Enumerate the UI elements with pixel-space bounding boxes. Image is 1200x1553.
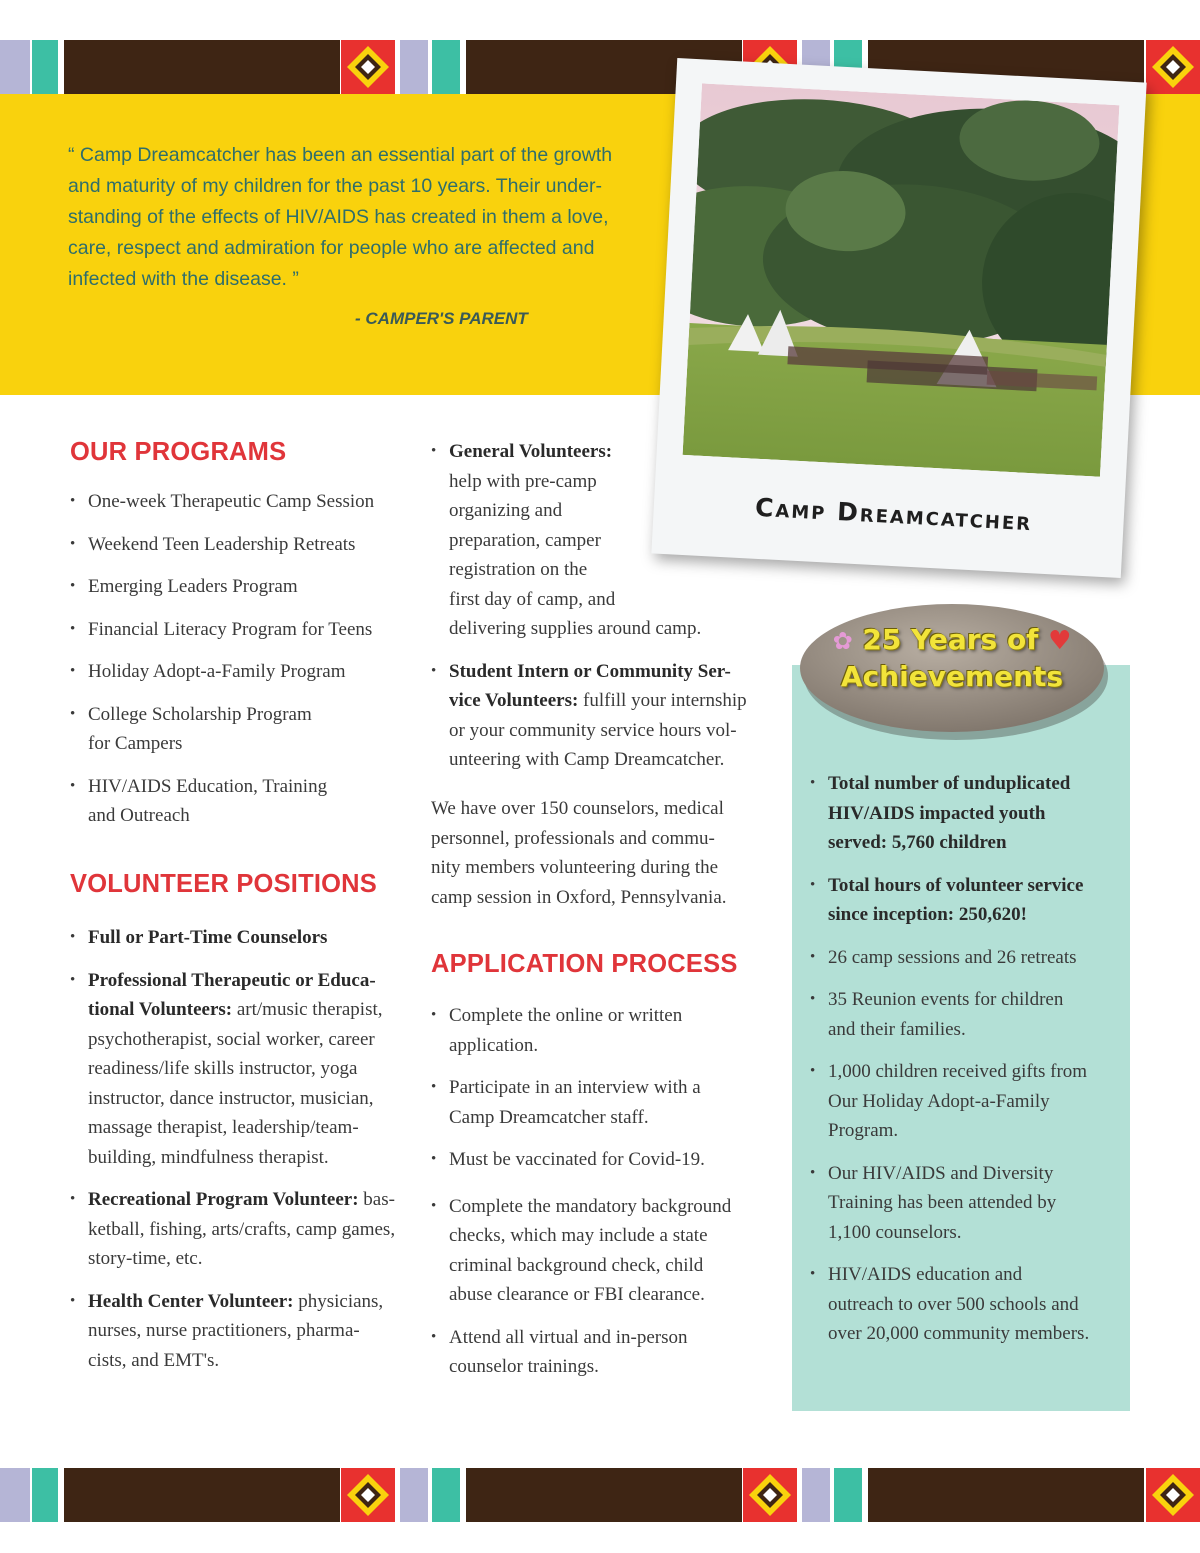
list-item: • Complete the online or written application. (431, 1001, 781, 1060)
diamond-motif-icon (1146, 1468, 1200, 1522)
list-item: • Total hours of volunteer service since inception: 250,620! (810, 871, 1120, 930)
list-item: • Our HIV/AIDS and Diversity Training has been attended by 1,100 counselors. (810, 1159, 1120, 1248)
teal-block (432, 1468, 460, 1522)
list-item: • Holiday Adopt-a-Family Program (70, 657, 410, 687)
list-item: • 35 Reunion events for children and their families. (810, 985, 1120, 1044)
diamond-motif-icon (1146, 40, 1200, 94)
quote-line: care, respect and admiration for people who are affected and (68, 237, 595, 259)
campsite-photo-icon (683, 83, 1120, 476)
list-item: • Full or Part-Time Counselors (70, 923, 420, 953)
application-list (431, 1001, 781, 1382)
brown-band (64, 1468, 340, 1522)
teal-block (32, 1468, 58, 1522)
teal-block (834, 1468, 862, 1522)
volunteer-details-list (431, 437, 776, 775)
list-item: • General Volunteers: help with pre-camp organizing and preparation, camper registration on the first day of camp, and delivering supplies around camp. (431, 437, 776, 644)
list-item: • Emerging Leaders Program (70, 572, 410, 602)
campsite-photo (683, 83, 1120, 476)
bottom-border-strip (0, 1468, 1200, 1522)
heart-icon: ♥ (1048, 626, 1072, 656)
lavender-block (802, 1468, 830, 1522)
volunteer-heading: VOLUNTEER POSITIONS (70, 870, 377, 898)
lavender-block (0, 1468, 30, 1522)
quote-line: infected with the disease. ” (68, 268, 299, 290)
quote-line: standing of the effects of HIV/AIDS has created in them a love, (68, 206, 609, 228)
lavender-block (400, 1468, 428, 1522)
photo-caption: Camp Dreamcatcher (754, 492, 1033, 537)
list-item: • Total number of unduplicated HIV/AIDS impacted youth served: 5,760 children (810, 769, 1120, 858)
programs-list (70, 487, 410, 831)
list-item: • HIV/AIDS education and outreach to over 500 schools and over 20,000 community members. (810, 1260, 1120, 1349)
achievements-title: ✿ 25 Years of ♥ Achievements (832, 623, 1072, 693)
teal-block (32, 40, 58, 94)
list-item: • Health Center Volunteer: physicians, nurses, nurse practitioners, pharma- cists, and EMT's. (70, 1287, 420, 1376)
quote-line: “ Camp Dreamcatcher has been an essential part of the growth (68, 144, 613, 166)
list-item: • College Scholarship Program for Campers (70, 700, 410, 759)
list-item: • One-week Therapeutic Camp Session (70, 487, 410, 517)
list-item: • Complete the mandatory background checks, which may include a state criminal background check, child abuse clearance or FBI clearance. (431, 1192, 781, 1310)
quote-line: and maturity of my children for the past 10 years. Their under- (68, 175, 602, 197)
list-item: • Professional Therapeutic or Educa- tional Volunteers: art/music therapist, psychotherapist, social worker, career readiness/life skills instructor, yoga instructor, dance instructor, musician, massage therapist, leadership/team- building, mindfulness therapist. (70, 966, 420, 1173)
quote-attribution: - CAMPER'S PARENT (355, 309, 528, 328)
brown-band (868, 1468, 1144, 1522)
brown-band (64, 40, 340, 94)
programs-heading: OUR PROGRAMS (70, 438, 287, 466)
list-item: • Weekend Teen Leadership Retreats (70, 530, 410, 560)
list-item: • Attend all virtual and in-person counselor trainings. (431, 1323, 781, 1382)
lavender-block (400, 40, 428, 94)
diamond-motif-icon (341, 1468, 395, 1522)
list-item: • 26 camp sessions and 26 retreats (810, 943, 1120, 973)
list-item: • Participate in an interview with a Camp Dreamcatcher staff. (431, 1073, 781, 1132)
flower-icon: ✿ (832, 627, 853, 655)
volunteer-list (70, 923, 420, 1375)
list-item: • HIV/AIDS Education, Training and Outreach (70, 772, 410, 831)
diamond-motif-icon (743, 1468, 797, 1522)
list-item: • Recreational Program Volunteer: bas- ketball, fishing, arts/crafts, camp games, story-time, etc. (70, 1185, 420, 1274)
teal-block (432, 40, 460, 94)
list-item: • Must be vaccinated for Covid-19. (431, 1145, 781, 1175)
lavender-block (0, 40, 30, 94)
achievements-list (810, 769, 1120, 1349)
application-heading: APPLICATION PROCESS (431, 950, 738, 978)
parent-quote (68, 140, 668, 295)
diamond-motif-icon (341, 40, 395, 94)
volunteer-summary-paragraph: We have over 150 counselors, medical personnel, professionals and commu- nity members volunteering during the camp session in Oxford, Pennsylvania. (431, 798, 727, 908)
list-item: • Financial Literacy Program for Teens (70, 615, 410, 645)
list-item: • Student Intern or Community Ser- vice Volunteers: fulfill your internship or your community service hours vol- unteering with Camp Dreamcatcher. (431, 657, 776, 775)
brown-band (466, 1468, 742, 1522)
list-item: • 1,000 children received gifts from Our Holiday Adopt-a-Family Program. (810, 1057, 1120, 1146)
